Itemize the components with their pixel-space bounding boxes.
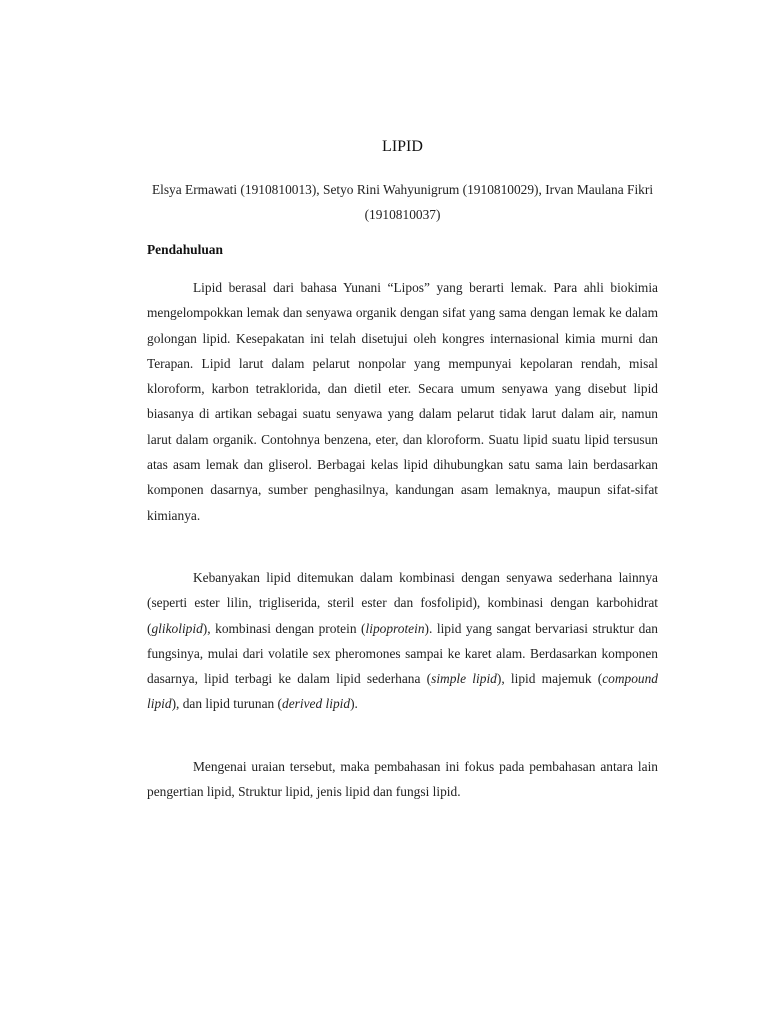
paragraph-run: Mengenai uraian tersebut, maka pembahasan ini fokus pada pembahasan antara lain pengertian lipid, Struktur lipid, jenis lipid dan fungsi lipid. bbox=[147, 759, 658, 800]
paragraph-3 bbox=[147, 754, 658, 805]
paragraph-run: ). lipid yang sangat bervariasi struktur dan fungsinya, mulai dari volatile sex pheromones sampai ke karet alam. Berdasarkan komponen dasarnya, lipid terbagi ke dalam lipid sederhana ( bbox=[147, 620, 658, 687]
italic-term-glikolipid: glikolipid bbox=[151, 620, 203, 636]
paragraph-run: ). bbox=[350, 696, 358, 712]
italic-term-compound-lipid: compound lipid bbox=[147, 671, 658, 712]
paragraph-run: ), kombinasi dengan protein ( bbox=[202, 620, 366, 636]
paragraph-run: ), lipid majemuk ( bbox=[496, 671, 603, 687]
paragraph-run: Kebanyakan lipid ditemukan dalam kombinasi dengan senyawa sederhana lainnya (seperti ester lilin, trigliserida, steril ester dan fosfolipid), kombinasi dengan karbohidrat ( bbox=[147, 570, 658, 636]
paragraph-run: ), dan lipid turunan ( bbox=[171, 696, 283, 712]
section-heading: Pendahuluan bbox=[147, 242, 223, 257]
author-list: Elsya Ermawati (1910810013), Setyo Rini Wahyunigrum (1910810029), Irvan Maulana Fikri (1910810037) bbox=[151, 182, 654, 223]
paragraph-2 bbox=[147, 565, 658, 717]
paragraph-run: Lipid berasal dari bahasa Yunani “Lipos” yang berarti lemak. Para ahli biokimia mengelompokkan lemak dan senyawa organik dengan sifat yang sama dengan lemak ke dalam golongan lipid. Kesepakatan ini telah disetujui oleh kongres internasional kimia murni dan Terapan. Lipid larut dalam pelarut nonpolar yang mempunyai kepolaran rendah, misal kloroform, karbon tetraklorida, dan dietil eter. Secara umum senyawa yang disebut lipid biasanya di artikan sebagai suatu senyawa yang dalam pelarut tidak larut dalam air, namun larut dalam organik. Contohnya benzena, eter, dan kloroform. Suatu lipid suatu lipid tersusun atas asam lemak dan gliserol. Berbagai kelas lipid dihubungkan satu sama lain berdasarkan komponen dasarnya, sumber penghasilnya, kandungan asam lemaknya, maupun sifat-sifat kimianya. bbox=[147, 280, 658, 523]
paragraph-1 bbox=[147, 275, 658, 555]
document-title: LIPID bbox=[382, 138, 423, 155]
italic-term-lipoprotein: lipoprotein bbox=[365, 620, 425, 636]
italic-term-derived-lipid: derived lipid bbox=[282, 696, 351, 712]
italic-term-simple-lipid: simple lipid bbox=[431, 671, 497, 687]
